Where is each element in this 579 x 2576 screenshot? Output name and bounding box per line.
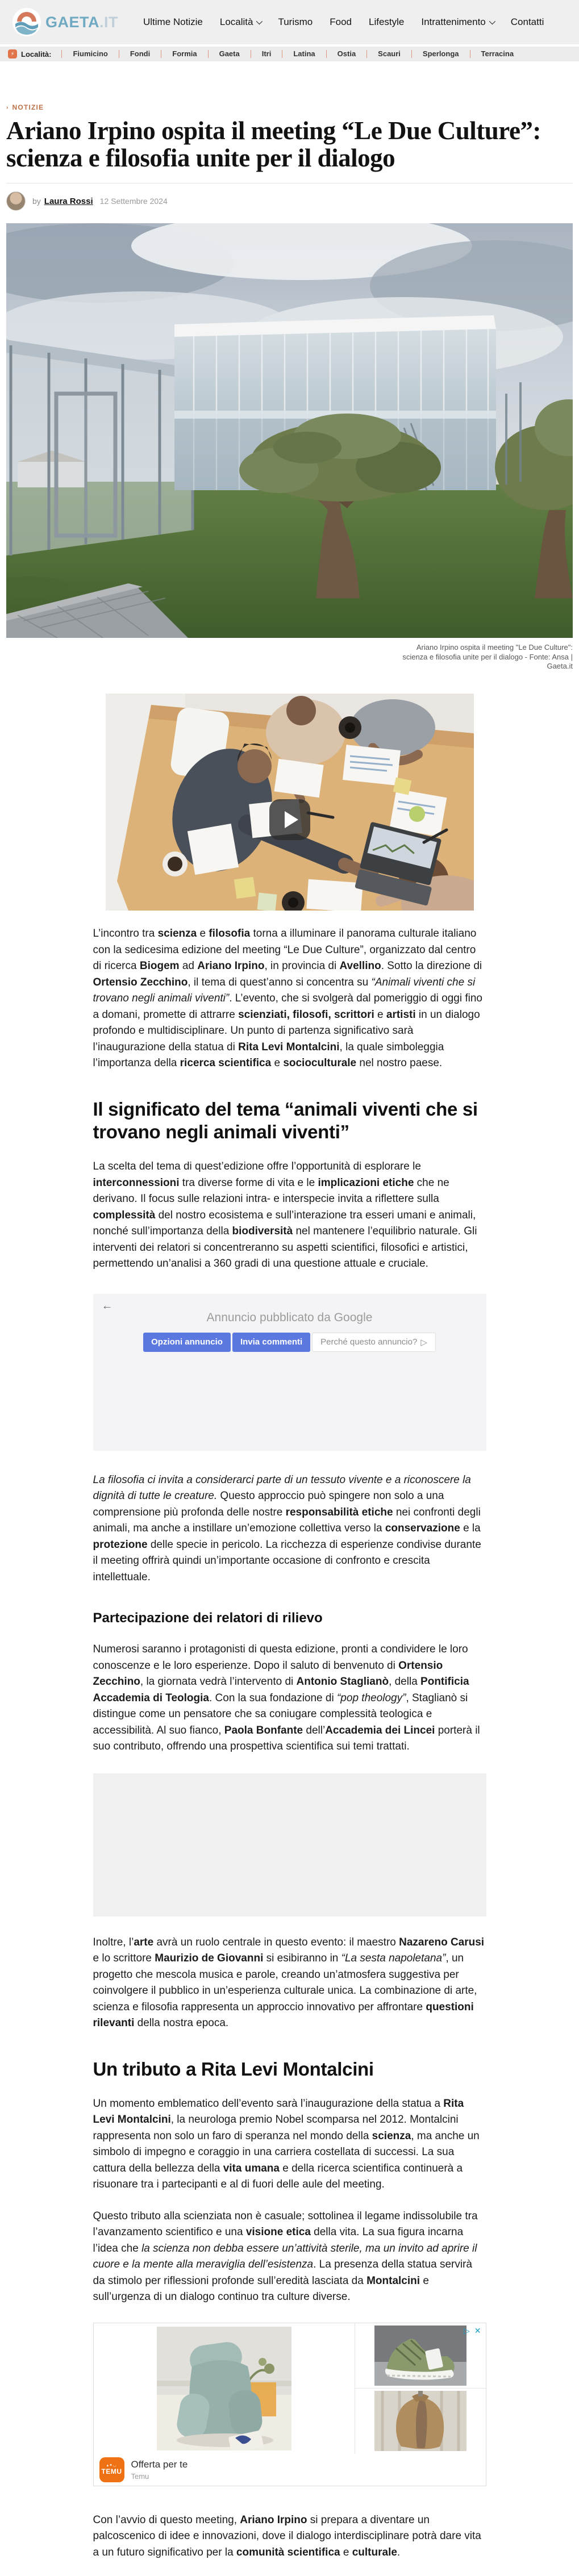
locality-label: Località: (21, 49, 52, 59)
heading-relatori: Partecipazione dei relatori di rilievo (93, 1610, 323, 1626)
temu-logo[interactable]: ▴✦◡ TEMU (99, 2457, 124, 2482)
nav-item-ultime-notizie[interactable]: Ultime Notizie (143, 16, 203, 27)
hero-caption: Ariano Irpino ospita il meeting "Le Due Culture": scienza e filosofia unite per il dialogo - Fonte: Ansa | Gaeta.it (402, 643, 573, 670)
paragraph-filosofia: La filosofia ci invita a considerarci parte di un tessuto vivente e a riconoscere la dignità di tutte le creature. Questo approccio può spingere non solo a una comprensione più profonda delle nostre responsabilità etiche nei confronti degli animali, ma anche a instillare un’emozione collettiva verso la conservazione e la protezione delle specie in pericolo. La ricchezza di esperienze condivise durante il meeting offrirà quindi un’importante occasione di confronto e crescita intellettuale. (93, 1473, 481, 1583)
temu-ad[interactable] (93, 2323, 486, 2486)
ad-product-image-coat[interactable] (355, 2389, 486, 2454)
byline-prefix: by (32, 197, 41, 206)
heading-significato-tema: Il significato del tema “animali viventi che si trovano negli animali viventi” (93, 1098, 478, 1142)
author-link[interactable]: Laura Rossi (44, 196, 93, 206)
chevron-down-icon (256, 18, 263, 24)
paragraph-montalcini: Un momento emblematico dell’evento sarà l’inaugurazione della statua a Rita Levi Montalcini, la neurologa premio Nobel scomparsa nel 2012. Montalcini rappresenta non solo un faro di speranza nel mondo della scienza, ma anche un simbolo di impegno e coraggio in una carriera costellata di successi. La sua cattura della bellezza della vita umana e della ricerca scientifica continuerà a risuonare tra i partecipanti e al di fuori delle aule del meeting. (93, 2097, 480, 2191)
breadcrumb[interactable] (6, 103, 573, 111)
heading-tributo: Un tributo a Rita Levi Montalcini (93, 2058, 374, 2080)
article-body (93, 694, 486, 2561)
empty-ad-placeholder (93, 1773, 486, 1917)
locality-item-latina[interactable]: Latina (282, 50, 326, 58)
locality-item-fondi[interactable]: Fondi (119, 50, 161, 58)
nav-item-lifestyle[interactable]: Lifestyle (368, 16, 405, 27)
author-avatar[interactable] (6, 191, 26, 211)
locality-icon: ⚡ (8, 49, 17, 59)
ad-close-icon[interactable]: ✕ (474, 2326, 481, 2335)
top-navigation-bar (0, 0, 579, 44)
ad-why-button[interactable]: Perché questo annuncio? ▷ (312, 1333, 436, 1352)
publish-date: 12 Settembre 2024 (99, 197, 168, 206)
temu-logo-glyphs: ▴✦◡ (106, 2464, 117, 2468)
locality-item-ostia[interactable]: Ostia (326, 50, 367, 58)
site-logo[interactable] (13, 8, 118, 36)
nav-item-contatti[interactable]: Contatti (510, 16, 544, 27)
page-title: Ariano Irpino ospita il meeting “Le Due Culture”: scienza e filosofia unite per il dialogo (6, 116, 541, 173)
site-logo-text: GAETA.IT (45, 13, 118, 31)
nav-item-turismo[interactable]: Turismo (278, 16, 313, 27)
locality-item-terracina[interactable]: Terracina (470, 50, 525, 58)
locality-item-scauri[interactable]: Scauri (366, 50, 411, 58)
ad-options-button[interactable]: Opzioni annuncio (143, 1333, 231, 1352)
locality-item-gaeta[interactable]: Gaeta (208, 50, 251, 58)
ad-advertiser: Temu (131, 2471, 149, 2481)
nav-item-localita[interactable]: Località (220, 16, 261, 28)
breadcrumb-arrow-icon: › (6, 104, 9, 111)
play-button[interactable] (269, 799, 310, 840)
video-player[interactable] (106, 694, 474, 911)
locality-item-itri[interactable]: Itri (251, 50, 282, 58)
ad-back-arrow-icon[interactable]: ← (101, 1299, 113, 1312)
locality-bar (0, 44, 579, 61)
adchoices-icon: ▷ (420, 1337, 427, 1347)
ad-headline[interactable]: Offerta per te (131, 2458, 188, 2470)
paragraph-tema: La scelta del tema di quest’edizione offre l’opportunità di esplorare le interconnessioni tra diverse forme di vita e le implicazioni etiche che ne derivano. Il focus sulle relazioni intra- e interspecie invita a riflettere sulla complessità del nostro ecosistema e sull’interazione tra esseri umani e animali, nonché sull’importanza della biodiversità nel mantenere l’equilibrio naturale. Gli interventi dei relatori si concentreranno su aspetti scientifici, filosofici e artistici, permettendo un’analisi a 360 gradi di una questione attuale e cruciale. (93, 1160, 477, 1270)
locality-item-fiumicino[interactable]: Fiumicino (61, 50, 118, 58)
nav-item-intrattenimento[interactable]: Intrattenimento (421, 16, 493, 28)
ad-label: Annuncio pubblicato da Google (206, 1310, 373, 1324)
ad-feedback-button[interactable]: Invia commenti (232, 1333, 310, 1352)
gaeta-logo-icon (13, 8, 41, 36)
paragraph-conclusione: Con l’avvio di questo meeting, Ariano Irpino si prepara a diventare un palcoscenico di idee e innovazioni, dove il dialogo interdisciplinare potrà dare vita a un futuro significativo per la comunità scientifica e culturale. (93, 2514, 481, 2558)
locality-item-sperlonga[interactable]: Sperlonga (411, 50, 470, 58)
google-ad-placeholder (93, 1294, 486, 1451)
author-row (6, 191, 573, 211)
play-icon (285, 811, 298, 828)
hero-image (6, 223, 573, 638)
breadcrumb-label: NOTIZIE (12, 103, 44, 111)
nav-item-food[interactable]: Food (330, 16, 352, 27)
main-navigation (143, 16, 544, 28)
ad-product-image-cushion[interactable] (94, 2323, 355, 2454)
paragraph-arte: Inoltre, l’arte avrà un ruolo centrale in questo evento: il maestro Nazareno Carusi e lo scrittore Maurizio de Giovanni si esibiranno in “La sesta napoletana”, un progetto che mescola musica e parole, creando un’atmosfera suggestiva per coinvolgere il pubblico in un’esperienza culturale unica. La combinazione di arte, scienza e filosofia rappresenta un approccio innovativo per affrontare questioni rilevanti della nostra epoca. (93, 1936, 485, 2030)
paragraph-intro: L’incontro tra scienza e filosofia torna a illuminare il panorama culturale italiano con la sedicesima edizione del meeting “Le Due Culture”, organizzato dal centro di ricerca Biogem ad Ariano Irpino, in provincia di Avellino. Sotto la direzione di Ortensio Zecchino, il tema di quest’anno si concentra su “Animali viventi che si trovano negli animali viventi”. L’evento, che si svolgerà dal pomeriggio di oggi fino a domani, promette di attrarre scienziati, filosofi, scrittori e artisti in un dialogo profondo e multidisciplinare. Un punto di partenza significativo sarà l’inaugurazione della statua di Rita Levi Montalcini, la quale simboleggia l’importanza della ricerca scientifica e socioculturale nel nostro paese. (93, 928, 482, 1070)
chevron-down-icon (489, 18, 495, 24)
locality-item-formia[interactable]: Formia (161, 50, 207, 58)
adchoices-icon[interactable]: ▷ (463, 2326, 470, 2335)
paragraph-relatori: Numerosi saranno i protagonisti di questa edizione, pronti a condividere le loro conoscenze e le loro esperienze. Dopo il saluto di benvenuto di Ortensio Zecchino, la giornata vedrà l’intervento di Antonio Staglianò, della Pontificia Accademia di Teologia. Con la sua fondazione di “pop theology”, Staglianò si distingue come un pensatore che sa coniugare complessità teologica e accessibilità. Al suo fianco, Paola Bonfante dell’Accademia dei Lincei porterà il suo contributo, offrendo una prospettiva scientifica sui temi trattati. (93, 1643, 480, 1753)
paragraph-tributo: Questo tributo alla scienziata non è casuale; sottolinea il legame indissolubile tra l’avanzamento scientifico e una visione etica della vita. La sua figura incarna l’idea che la scienza non debba essere un’attività sterile, ma un invito ad aprire il cuore e la mente alla meraviglia dell’esistenza. La presenza della statua servirà da stimolo per riflessioni profonde sull’eredità lasciata da Montalcini e sull’urgenza di un dialogo continuo tra culture diverse. (93, 2210, 478, 2303)
